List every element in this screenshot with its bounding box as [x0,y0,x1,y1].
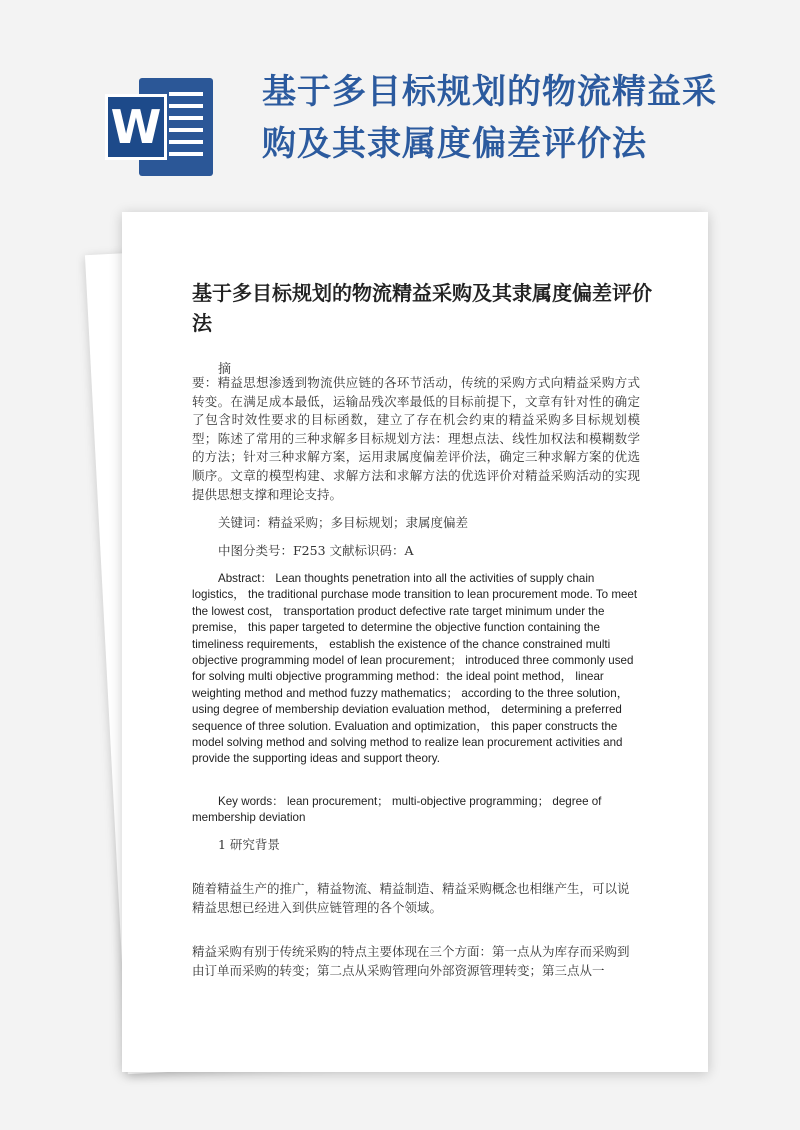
header-title: 基于多目标规划的物流精益采购及其隶属度偏差评价法 [262,72,717,164]
english-abstract: Abstract： Lean thoughts penetration into all the activities of supply chain logistics， the traditional purchase mode transition to lean procurement mode. To meet the lowest cost， transportation product defective rate target minimum under the premise， this paper targeted to determine the objective function containing the timeliness requirements， establish the existence of the chance constrained multi objective programming model of lean procurement； introduced three commonly used for solving multi objective programming method：the ideal point method， linear weighting method and method fuzzy mathematics； according to the three solution， using degree of membership deviation evaluation method， determining a preferred sequence of three solution. Evaluation and optimization， this paper constructs the model solving method and solving method to realize lean procurement activities and provide the supporting ideas and support theory. [192,572,638,766]
body-paragraph: 随着精益生产的推广，精益物流、精益制造、精益采购概念也相继产生，可以说精益思想已经进入到供应链管理的各个领域。 [192,881,630,915]
body-paragraph: 精益采购有别于传统采购的特点主要体现在三个方面：第一点从为库存而采购到由订单而采购的转变；第二点从采购管理向外部资源管理转变；第三点从一 [192,944,630,978]
document-title: 基于多目标规划的物流精益采购及其隶属度偏差评价法 [192,281,652,335]
section-heading: 1 研究背景 [218,837,280,852]
document-page [122,212,708,1072]
classification-number: 中图分类号：F253 文献标识码：A [218,543,414,558]
chinese-abstract: 要：精益思想渗透到物流供应链的各环节活动，传统的采购方式向精益采购方式转变。在满足成本最低，运输品残次率最低的目标前提下，文章有针对性的确定了包含时效性要求的目标函数，建立了存在机会约束的精益采购多目标规划模型；陈述了常用的三种求解多目标规划方法：理想点法、线性加权法和模糊数学的方法；针对三种求解方案，运用隶属度偏差评价法，确定三种求解方案的优选顺序。文章的模型构建、求解方法和求解方法的优选评价对精益采购活动的实现提供思想支撑和理论支持。 [192,375,640,502]
english-keywords: Key words： lean procurement； multi-objective programming； degree of membership deviation [192,795,602,825]
word-letter-badge: W [105,94,167,160]
word-document-icon [105,78,215,176]
chinese-keywords: 关键词：精益采购；多目标规划；隶属度偏差 [218,515,469,530]
abstract-label: 摘 [218,362,232,377]
page-header [0,0,800,220]
